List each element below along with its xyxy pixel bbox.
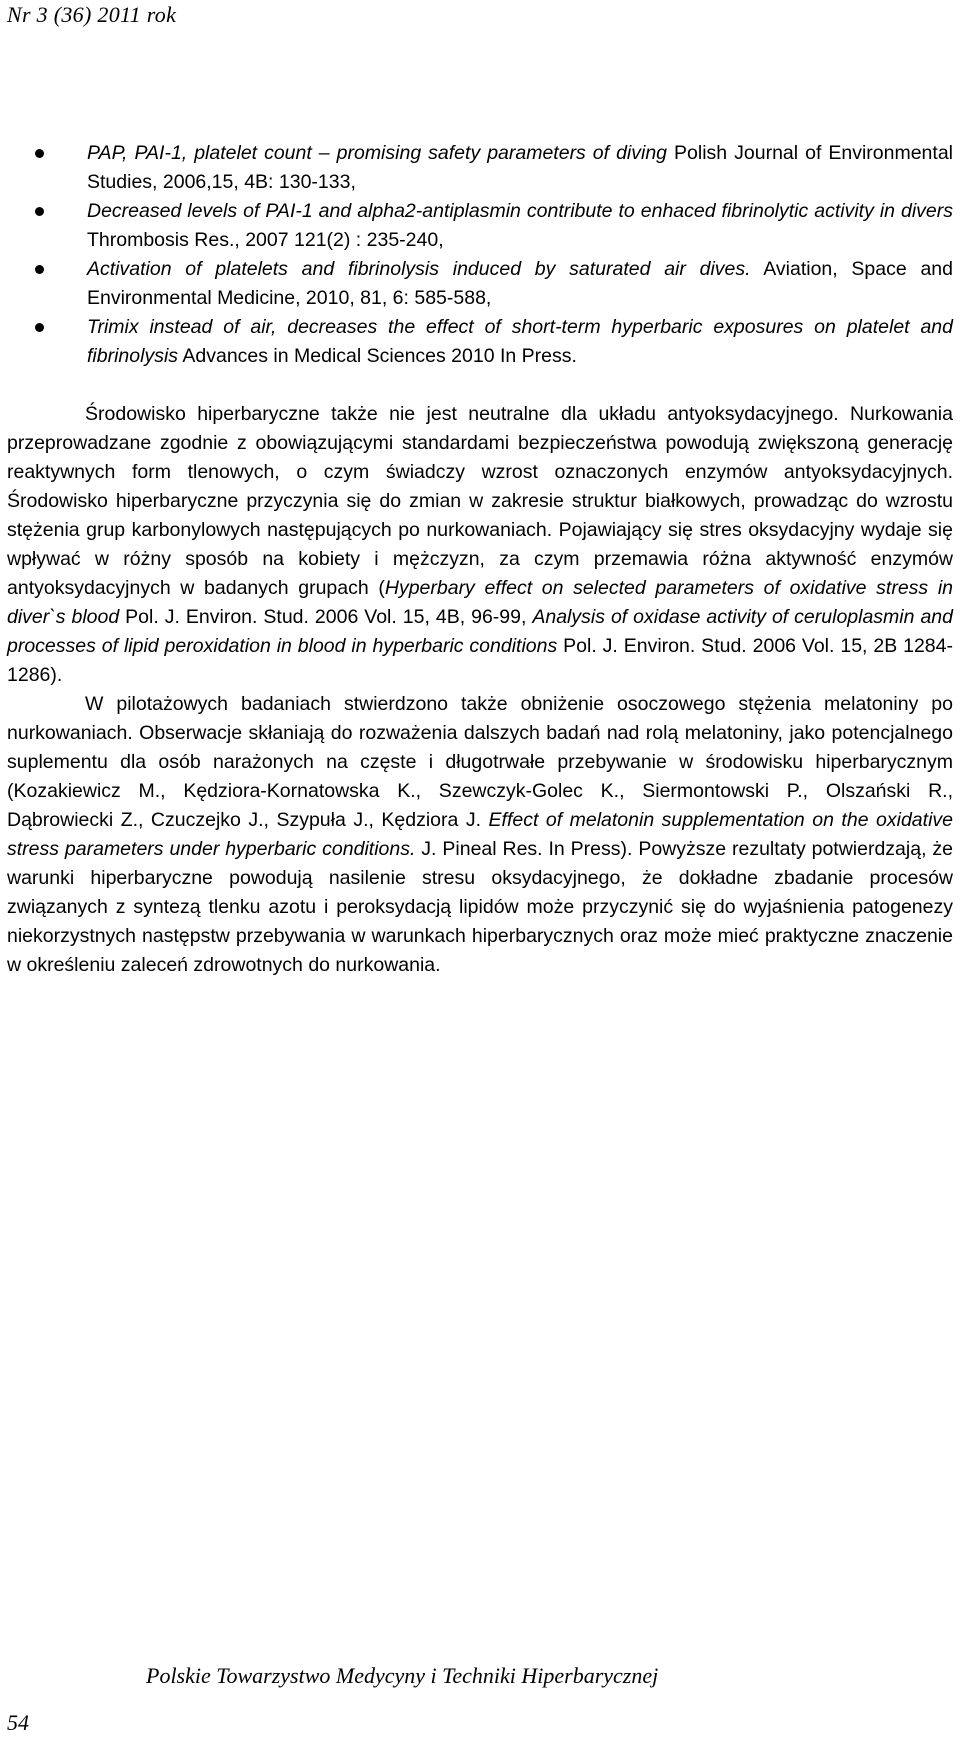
bullet-icon [35, 149, 44, 158]
reference-title: Decreased levels of PAI-1 and alpha2-antiplasmin contribute to enhaced fibrinolytic activity in divers [87, 200, 953, 222]
reference-list [7, 139, 953, 371]
reference-item [7, 197, 953, 255]
citation-title: Hyperbary effect on selected parameters of oxidative stress in diver`s blood [7, 577, 953, 628]
reference-source: Aviation, Space and Environmental Medicine, 2010, 81, 6: 585-588, [87, 258, 953, 309]
citation-title: Analysis of oxidase activity of ceruloplasmin and processes of lipid peroxidation in blood in hyperbaric conditions [7, 606, 953, 657]
bullet-icon [35, 323, 44, 332]
reference-item [7, 255, 953, 313]
bullet-icon [35, 265, 44, 274]
reference-source: Advances in Medical Sciences 2010 In Press. [178, 345, 577, 367]
article-body [7, 139, 953, 980]
footer-society-name: Polskie Towarzystwo Medycyny i Techniki Hiperbarycznej [146, 1663, 659, 1688]
bullet-icon [35, 207, 44, 216]
paragraph-text: Pol. J. Environ. Stud. 2006 Vol. 15, 4B, 96-99, [119, 606, 533, 628]
reference-source: Polish Journal of Environmental Studies, 2006,15, 4B: 130-133, [87, 142, 953, 193]
paragraph-text: Środowisko hiperbaryczne także nie jest neutralne dla układu antyoksydacyjnego. Nurkowania przeprowadzane zgodnie z obowiązującymi standardami bezpieczeństwa powodują zwiększoną generację reaktywnych form tlenowych, o czym świadczy wzrost oznaczonych enzymów antyoksydacyjnych. Środowisko hiperbaryczne przyczynia się do zmian w zakresie struktur białkowych, prowadząc do wzrostu stężenia grup karbonylowych następujących po nurkowaniach. Pojawiający się stres oksydacyjny wydaje się wpływać w różny sposób na kobiety i mężczyzn, za czym przemawia różna aktywność enzymów antyoksydacyjnych w badanych grupach ( [7, 403, 953, 599]
reference-source: Thrombosis Res., 2007 121(2) : 235-240, [87, 229, 444, 251]
reference-title: PAP, PAI-1, platelet count – promising safety parameters of diving [87, 142, 668, 164]
reference-item [7, 313, 953, 371]
paragraph-oxidative-stress [7, 400, 953, 690]
page-number: 54 [7, 1710, 29, 1735]
paragraph-text: Pol. J. Environ. Stud. 2006 Vol. 15, 2B 1284-1286). [7, 635, 953, 686]
paragraph-text: W pilotażowych badaniach stwierdzono także obniżenie osoczowego stężenia melatoniny po nurkowaniach. Obserwacje skłaniają do rozważenia dalszych badań nad rolą melatoniny, jako potencjalnego suplementu dla osób narażonych na częste i długotrwałe przebywanie w środowisku hiperbarycznym (Kozakiewicz M., Kędziora-Kornatowska K., Szewczyk-Golec K., Siermontowski P., Olszański R., Dąbrowiecki Z., Czuczejko J., Szypuła J., Kędziora J. [7, 693, 953, 831]
reference-title: Trimix instead of air, decreases the effect of short-term hyperbaric exposures on platelet and fibrinolysis [87, 316, 953, 367]
paragraph-text: J. Pineal Res. In Press). Powyższe rezultaty potwierdzają, że warunki hiperbaryczne powodują nasilenie stresu oksydacyjnego, że dokładne zbadanie procesów związanych z syntezą tlenku azotu i peroksydacją lipidów może przyczynić się do wyjaśnienia patogenezy niekorzystnych następstw przebywania w warunkach hiperbarycznych oraz może mieć praktyczne znaczenie w określeniu zaleceń zdrowotnych do nurkowania. [7, 838, 953, 976]
citation-title: Effect of melatonin supplementation on the oxidative stress parameters under hyperbaric conditions. [7, 809, 953, 860]
reference-title: Activation of platelets and fibrinolysis induced by saturated air dives. [87, 258, 751, 280]
paragraph-melatonin [7, 690, 953, 980]
reference-item [7, 139, 953, 197]
issue-header: Nr 3 (36) 2011 rok [7, 2, 177, 27]
